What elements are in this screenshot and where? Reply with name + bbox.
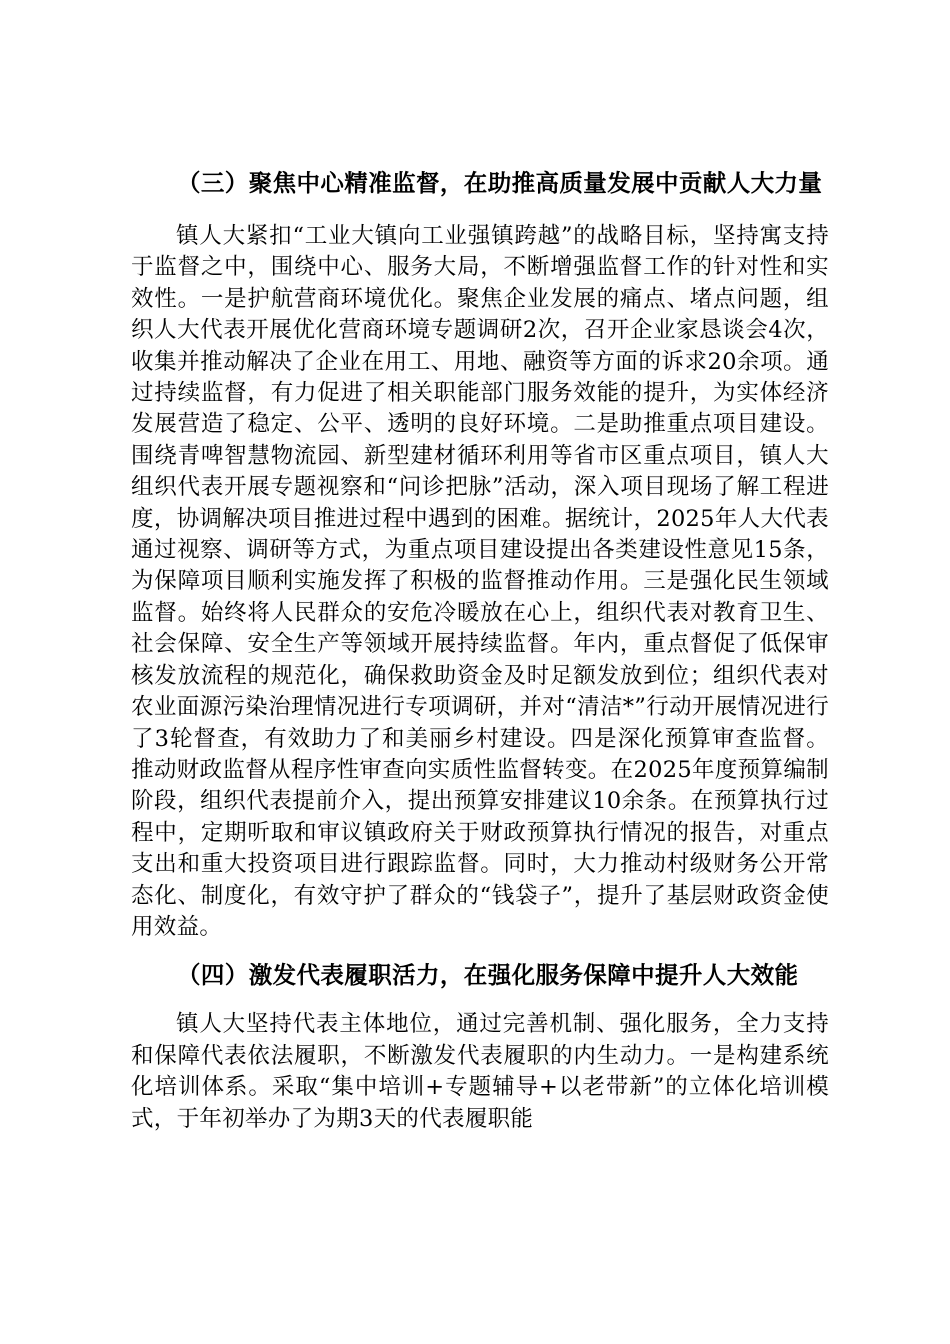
section-heading-4: （四）激发代表履职活力，在强化服务保障中提升人大效能 xyxy=(177,961,799,990)
section-heading-3: （三）聚焦中心精准监督，在助推高质量发展中贡献人大力量 xyxy=(177,169,823,197)
document-body xyxy=(131,166,829,1135)
section-paragraph-4: 镇人大坚持代表主体地位，通过完善机制、强化服务，全力支持和保障代表依法履职，不断激发代表履职的内生动力。一是构建系统化培训体系。采取“集中培训+专题辅导+以老带新”的立体化培训模式，于年初举办了为期3天的代表履职能 xyxy=(131,1011,829,1132)
section-paragraph-3: 镇人大紧扣“工业大镇向工业强镇跨越”的战略目标，坚持寓支持于监督之中，围绕中心、服务大局，不断增强监督工作的针对性和实效性。一是护航营商环境优化。聚焦企业发展的痛点、堵点问题，组织人大代表开展优化营商环境专题调研2次，召开企业家恳谈会4次，收集并推动解决了企业在用工、用地、融资等方面的诉求20余项。通过持续监督，有力促进了相关职能部门服务效能的提升，为实体经济发展营造了稳定、公平、透明的良好环境。二是助推重点项目建设。围绕青啤智慧物流园、新型建材循环利用等省市区重点项目，镇人大组织代表开展专题视察和“问诊把脉”活动，深入项目现场了解工程进度，协调解决项目推进过程中遇到的困难。据统计，2025年人大代表通过视察、调研等方式，为重点项目建设提出各类建设性意见15条，为保障项目顺利实施发挥了积极的监督推动作用。三是强化民生领域监督。始终将人民群众的安危冷暖放在心上，组织代表对教育卫生、社会保障、安全生产等领域开展持续监督。年内，重点督促了低保审核发放流程的规范化，确保救助资金及时足额发放到位；组织代表对农业面源污染治理情况进行专项调研，并对“清洁*”行动开展情况进行了3轮督查，有效助力了和美丽乡村建设。四是深化预算审查监督。推动财政监督从程序性审查向实质性监督转变。在2025年度预算编制阶段，组织代表提前介入，提出预算安排建议10余条。在预算执行过程中，定期听取和审议镇政府关于财政预算执行情况的报告，对重点支出和重大投资项目进行跟踪监督。同时，大力推动村级财务公开常态化、制度化，有效守护了群众的“钱袋子”，提升了基层财政资金使用效益。 xyxy=(131,223,829,940)
